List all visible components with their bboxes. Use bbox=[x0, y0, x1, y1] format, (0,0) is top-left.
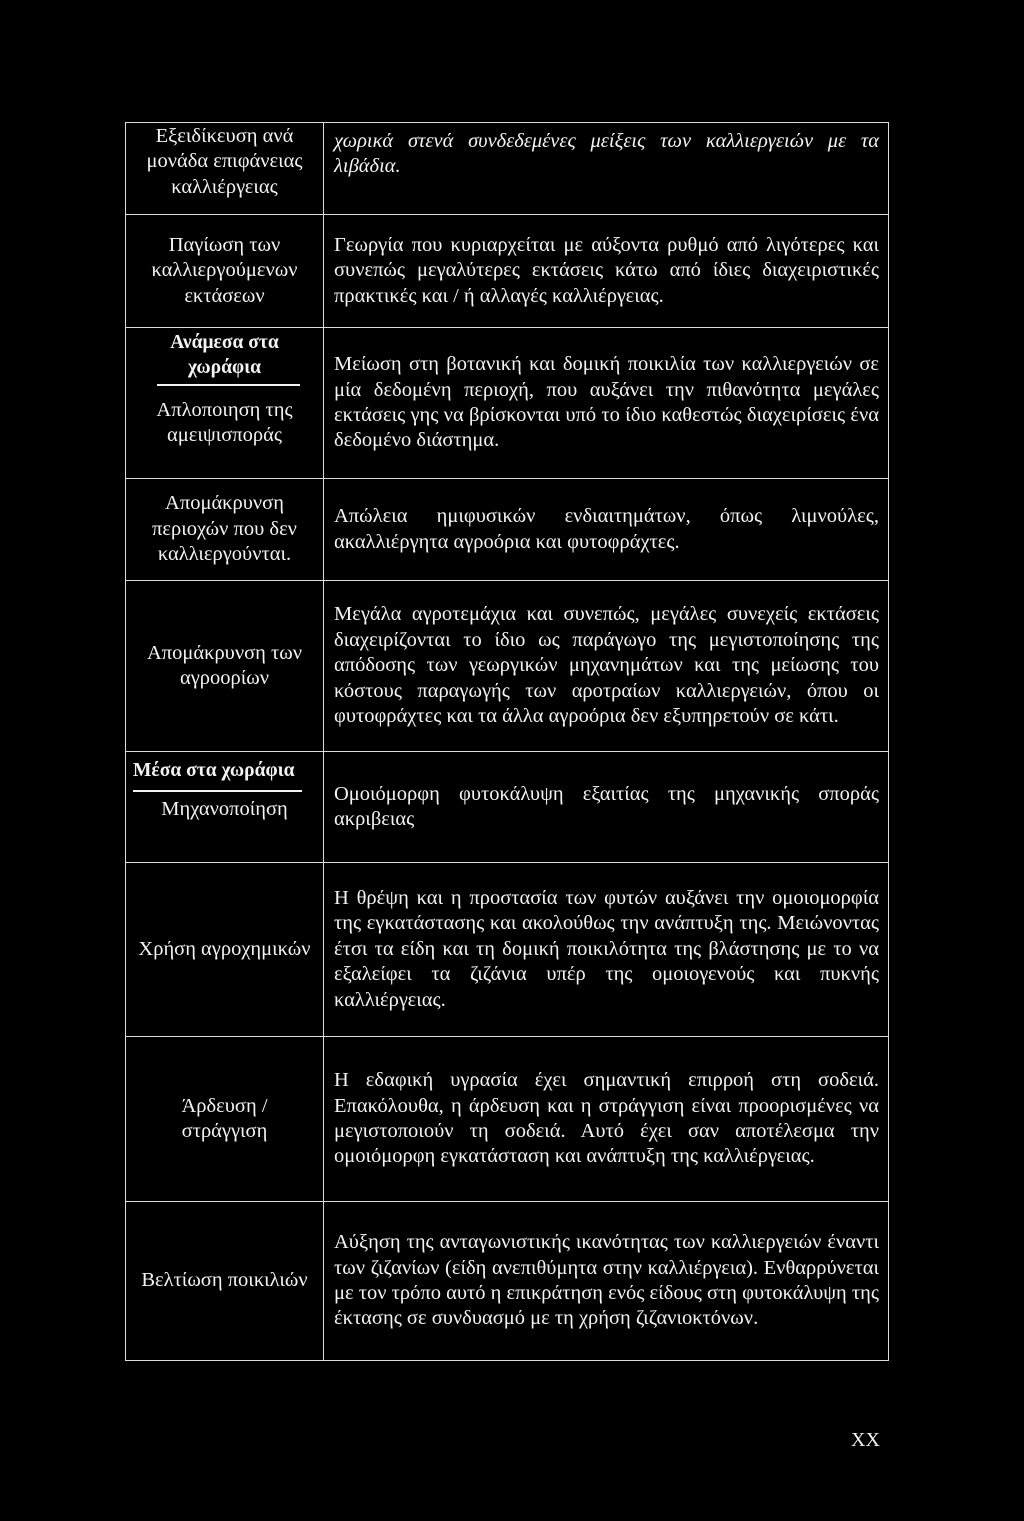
section-divider bbox=[157, 384, 300, 386]
category-label-line: καλλιέργειας bbox=[171, 175, 278, 198]
category-cell bbox=[126, 1037, 324, 1202]
section-divider bbox=[133, 790, 302, 792]
table-row bbox=[126, 123, 889, 215]
category-label-line: Απλοποιηση της bbox=[156, 398, 293, 421]
category-cell bbox=[126, 1202, 324, 1361]
section-heading-line: Ανάμεσα στα bbox=[170, 332, 279, 353]
page-number: XX bbox=[851, 1429, 880, 1451]
section-heading bbox=[130, 758, 319, 783]
table-row bbox=[126, 479, 889, 581]
category-label-line: εκτάσεων bbox=[184, 284, 265, 307]
description-cell: Απώλεια ημιφυσικών ενδιαιτημάτων, όπως λιμνούλες, ακαλλιέργητα αγροόρια και φυτοφράχτες. bbox=[324, 479, 889, 581]
document-table bbox=[125, 122, 889, 1361]
section-heading-line: Μέσα στα χωράφια bbox=[133, 760, 295, 781]
section-heading-line: χωράφια bbox=[187, 357, 262, 379]
category-cell bbox=[126, 581, 324, 752]
description-cell: Η εδαφική υγρασία έχει σημαντική επιρροή στη σοδειά. Επακόλουθα, η άρδευση και η στράγγιση είναι προορισμένες να μεγιστοποιούν τη σοδειά. Αυτό έχει σαν αποτέλεσμα την ομοιόμορφη εγκατάσταση και ανάπτυξη της καλλιέργειας. bbox=[324, 1037, 889, 1202]
category-label-line: Μηχανοποίηση bbox=[161, 798, 288, 821]
category-label-line: Χρήση αγροχημικών bbox=[138, 937, 311, 960]
category-label-line: περιοχών που δεν bbox=[152, 517, 297, 540]
category-label-line: καλλιεργούμενων bbox=[151, 259, 298, 282]
category-label-line: μονάδα επιφάνειας bbox=[146, 150, 303, 173]
description-cell: Μείωση στη βοτανική και δομική ποικιλία των καλλιεργειών σε μία δεδομένη περιοχή, που αυξάνει την πιθανότητα μεγάλες εκτάσεις γης να βρίσκονται υπό το ίδιο καθεστώς διαχειρίσεις ένα δεδομένο διάστημα. bbox=[324, 328, 889, 479]
category-label-line: στράγγιση bbox=[181, 1120, 268, 1142]
category-label-line: αμειψισποράς bbox=[167, 424, 282, 447]
table-row bbox=[126, 752, 889, 863]
description-cell: Ομοιόμορφη φυτοκάλυψη εξαιτίας της μηχανικής σποράς ακριβειας bbox=[324, 752, 889, 863]
category-label-line: Βελτίωση ποικιλιών bbox=[141, 1269, 308, 1292]
description-cell: Γεωργία που κυριαρχείται με αύξοντα ρυθμό από λιγότερες και συνεπώς μεγαλύτερες εκτάσεις κάτω από ίδιες διαχειριστικές πρακτικές και / ή αλλαγές καλλιέργειας. bbox=[324, 215, 889, 328]
table-row bbox=[126, 1202, 889, 1361]
category-cell bbox=[126, 123, 324, 215]
category-label-line: Απομάκρυνση bbox=[165, 492, 284, 515]
section-heading bbox=[130, 330, 319, 381]
description-cell: Μεγάλα αγροτεμάχια και συνεπώς, μεγάλες συνεχείς εκτάσεις διαχειρίζονται το ίδιο ως παράγωγο της μεγιστοποίησης της απόδοσης των γεωργικών μηχανημάτων και της μείωσης του κόστους παραγωγής των αροτραίων καλλιεργειών, όπου οι φυτοφράχτες και τα άλλα αγροόρια δεν εξυπηρετούν σε κάτι. bbox=[324, 581, 889, 752]
category-label-line: Άρδευση / bbox=[181, 1094, 268, 1117]
category-label-line: Παγίωση των bbox=[168, 233, 281, 256]
category-label-line: καλλιεργούνται. bbox=[157, 543, 292, 566]
table-row bbox=[126, 215, 889, 328]
table-row bbox=[126, 328, 889, 479]
table-row bbox=[126, 581, 889, 752]
category-cell bbox=[126, 215, 324, 328]
category-cell bbox=[126, 479, 324, 581]
category-cell bbox=[126, 328, 324, 479]
category-label-line: Απομάκρυνση των bbox=[146, 641, 302, 664]
description-cell: χωρικά στενά συνδεδεμένες μείξεις των καλλιεργειών με τα λιβάδια. bbox=[324, 123, 889, 215]
description-cell: Η θρέψη και η προστασία των φυτών αυξάνει την ομοιομορφία της εγκατάστασης και ακολούθως την ανάπτυξη της. Μειώνοντας έτσι τα είδη και τη δομική ποικιλότητα της βλάστησης με το να εξαλείφει τα ζιζάνια υπέρ της ομοιογενούς και πυκνής καλλιέργειας. bbox=[324, 863, 889, 1037]
category-label-line: Εξειδίκευση ανά bbox=[155, 125, 294, 147]
category-cell bbox=[126, 752, 324, 863]
table-row bbox=[126, 1037, 889, 1202]
category-cell bbox=[126, 863, 324, 1037]
category-label-line: αγροορίων bbox=[179, 667, 270, 689]
description-cell: Αύξηση της ανταγωνιστικής ικανότητας των καλλιεργειών έναντι των ζιζανίων (είδη ανεπιθύμητα στην καλλιέργεια). Ενθαρρύνεται με τον τρόπο αυτό η επικράτηση ενός είδους στη φυτοκάλυψη της έκτασης σε συνδυασμό με τη χρήση ζιζανιοκτόνων. bbox=[324, 1202, 889, 1361]
table-row bbox=[126, 863, 889, 1037]
